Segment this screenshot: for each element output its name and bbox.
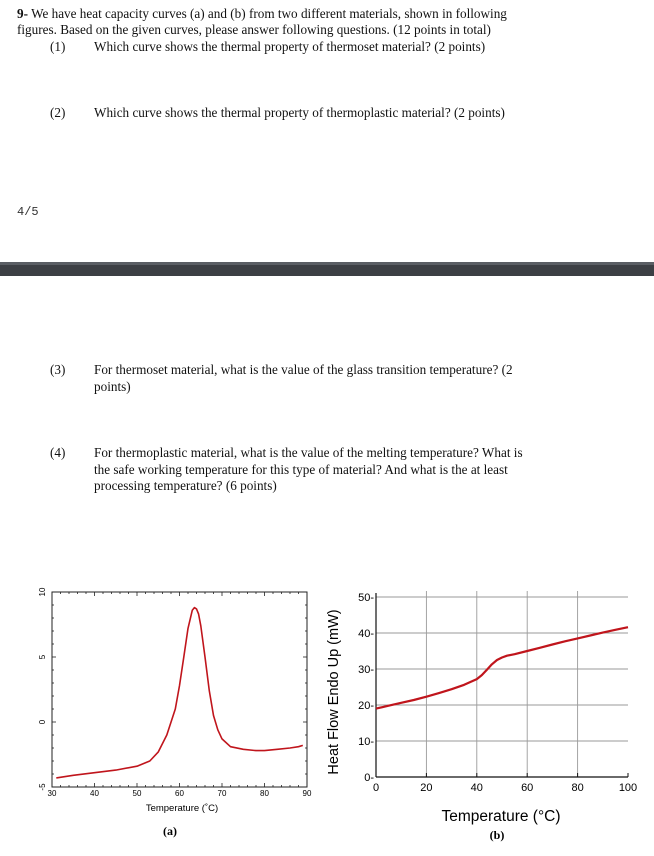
chart-b-ytick-label: 30- bbox=[358, 664, 374, 676]
chart-a-ticks bbox=[38, 587, 312, 798]
item-2-text: Which curve shows the thermal property of thermoplastic material? (2 points) bbox=[94, 105, 505, 120]
page-divider bbox=[0, 262, 654, 276]
chart-a-caption: (a) bbox=[163, 824, 177, 838]
chart-b-series-line bbox=[376, 627, 628, 708]
item-4-text bbox=[94, 445, 584, 495]
item-4-line1: For thermoplastic material, what is the value of the melting temperature? What is bbox=[94, 445, 523, 460]
chart-a-xlabel: Temperature (˚C) bbox=[145, 803, 219, 814]
item-4-line2: the safe working temperature for this type of material? And what is the at least bbox=[94, 461, 508, 477]
chart-a-xtick-label: 50 bbox=[132, 789, 142, 798]
item-3-line2: points) bbox=[94, 378, 131, 394]
chart-a bbox=[0, 580, 325, 856]
chart-b-ytick-label: 50- bbox=[358, 592, 374, 604]
chart-b-ylabel: Heat Flow Endo Up (mW) bbox=[326, 609, 342, 775]
chart-a-ytick-label: -5 bbox=[38, 783, 47, 791]
item-1-text: Which curve shows the thermal property of thermoset material? (2 points) bbox=[94, 39, 486, 54]
chart-a-xtick-label: 80 bbox=[260, 789, 269, 798]
chart-b-xtick-label: 80 bbox=[571, 782, 584, 794]
chart-b-ytick-label: 10- bbox=[358, 736, 374, 748]
item-3-line1: For thermoset material, what is the value of the glass transition temperature? (2 bbox=[94, 362, 513, 377]
item-2-number: (2) bbox=[50, 105, 66, 120]
chart-a-xtick-label: 30 bbox=[47, 789, 57, 798]
chart-b-grid bbox=[376, 591, 628, 777]
chart-b-axes bbox=[376, 593, 628, 777]
chart-a-xtick-label: 70 bbox=[217, 789, 227, 798]
chart-a-ytick-label: 5 bbox=[38, 654, 47, 660]
item-4-line3: processing temperature? (6 points) bbox=[94, 478, 277, 493]
page-indicator: 4/5 bbox=[17, 205, 39, 219]
intro-text-1: We have heat capacity curves (a) and (b) from two different materials, shown in following bbox=[31, 6, 507, 21]
chart-b-ytick-label: 40- bbox=[358, 628, 374, 640]
question-intro-line2: figures. Based on the given curves, please answer following questions. (12 points in total) bbox=[17, 22, 491, 37]
chart-a-series-line bbox=[56, 608, 302, 778]
chart-b-xtick-label: 40 bbox=[470, 782, 483, 794]
chart-b-ytick-label: 0- bbox=[364, 772, 374, 784]
question-intro-line1: 9- We have heat capacity curves (a) and (b) from two different materials, shown in following bbox=[17, 6, 507, 21]
chart-b-xtick-label: 0 bbox=[372, 782, 380, 794]
chart-a-xtick-label: 60 bbox=[175, 789, 184, 798]
chart-b-xlabel: Temperature (°C) bbox=[441, 808, 561, 825]
chart-b-ytick-label: 20- bbox=[358, 700, 374, 712]
item-3-text bbox=[94, 362, 584, 395]
chart-b-xtick-label: 20 bbox=[420, 782, 433, 794]
chart-a-ytick-label: 0 bbox=[38, 719, 47, 725]
chart-b-caption: (b) bbox=[489, 828, 505, 842]
chart-b-xtick-label: 60 bbox=[521, 782, 534, 794]
chart-b-xtick-label: 100 bbox=[618, 782, 638, 794]
chart-a-ytick-label: 10 bbox=[38, 587, 47, 597]
item-3-number: (3) bbox=[50, 362, 66, 377]
chart-b bbox=[320, 580, 654, 856]
chart-a-xtick-label: 90 bbox=[302, 789, 312, 798]
item-1-number: (1) bbox=[50, 39, 66, 54]
chart-a-xtick-label: 40 bbox=[90, 789, 99, 798]
item-4-number: (4) bbox=[50, 445, 66, 460]
chart-b-ticks bbox=[358, 592, 637, 794]
